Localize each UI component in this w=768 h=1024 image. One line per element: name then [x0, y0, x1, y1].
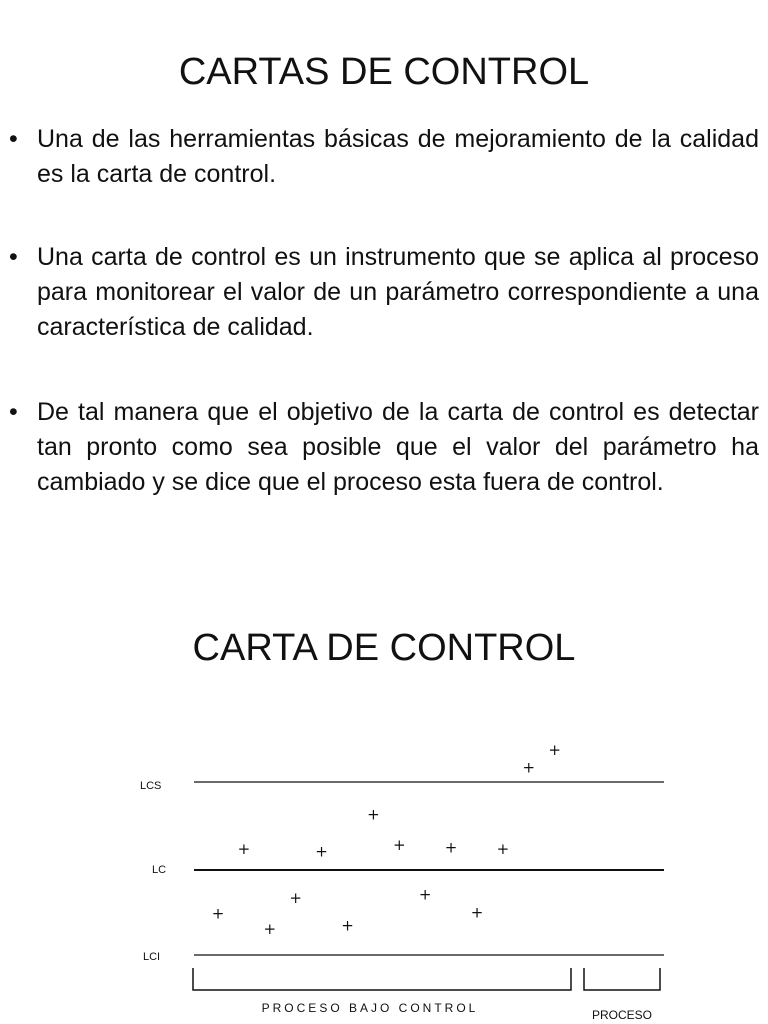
data-point: +: [211, 904, 225, 923]
out-of-control-brace: [584, 968, 660, 990]
lcs-label: LCS: [140, 780, 162, 792]
in-control-label: PROCESO BAJO CONTROL: [261, 1001, 479, 1015]
control-chart: [0, 720, 768, 1024]
chart-title: CARTA DE CONTROL: [192, 627, 576, 669]
data-point: +: [367, 805, 380, 824]
data-point: +: [237, 840, 251, 859]
data-points: [212, 741, 561, 938]
bullet-text: De tal manera que el objetivo de la carta de control es detectar tan pronto como sea posible que el valor del parámetro ha cambiado y se dice que el proceso esta fuera de control.: [37, 398, 759, 496]
data-point: +: [418, 885, 432, 904]
data-point: +: [341, 916, 354, 935]
data-point: +: [289, 888, 302, 907]
data-point: +: [522, 758, 536, 777]
data-point: +: [393, 835, 406, 854]
bullet-text: Una carta de control es un instrumento que se aplica al proceso para monitorear el valor de un parámetro correspondiente a una característica de calidad.: [37, 243, 759, 341]
bullet-dot: •: [9, 125, 18, 153]
in-control-brace: [193, 968, 571, 990]
data-point: +: [444, 838, 458, 857]
data-point: +: [315, 842, 328, 861]
bullet-item: [9, 122, 759, 192]
bullet-dot: •: [9, 243, 18, 271]
data-point: +: [548, 740, 561, 759]
bullet-text: Una de las herramientas básicas de mejoramiento de la calidad es la carta de control.: [37, 125, 759, 188]
data-point: +: [470, 903, 484, 922]
out-of-control-label: PROCESO: [591, 1008, 653, 1022]
bullet-item: [9, 395, 759, 500]
data-point: +: [496, 840, 510, 859]
bullet-dot: •: [9, 398, 18, 426]
data-point: +: [263, 920, 277, 939]
lci-label: LCI: [143, 951, 161, 963]
lc-label: LC: [152, 864, 167, 876]
bullet-item: [9, 240, 759, 345]
page-title: CARTAS DE CONTROL: [178, 51, 590, 93]
